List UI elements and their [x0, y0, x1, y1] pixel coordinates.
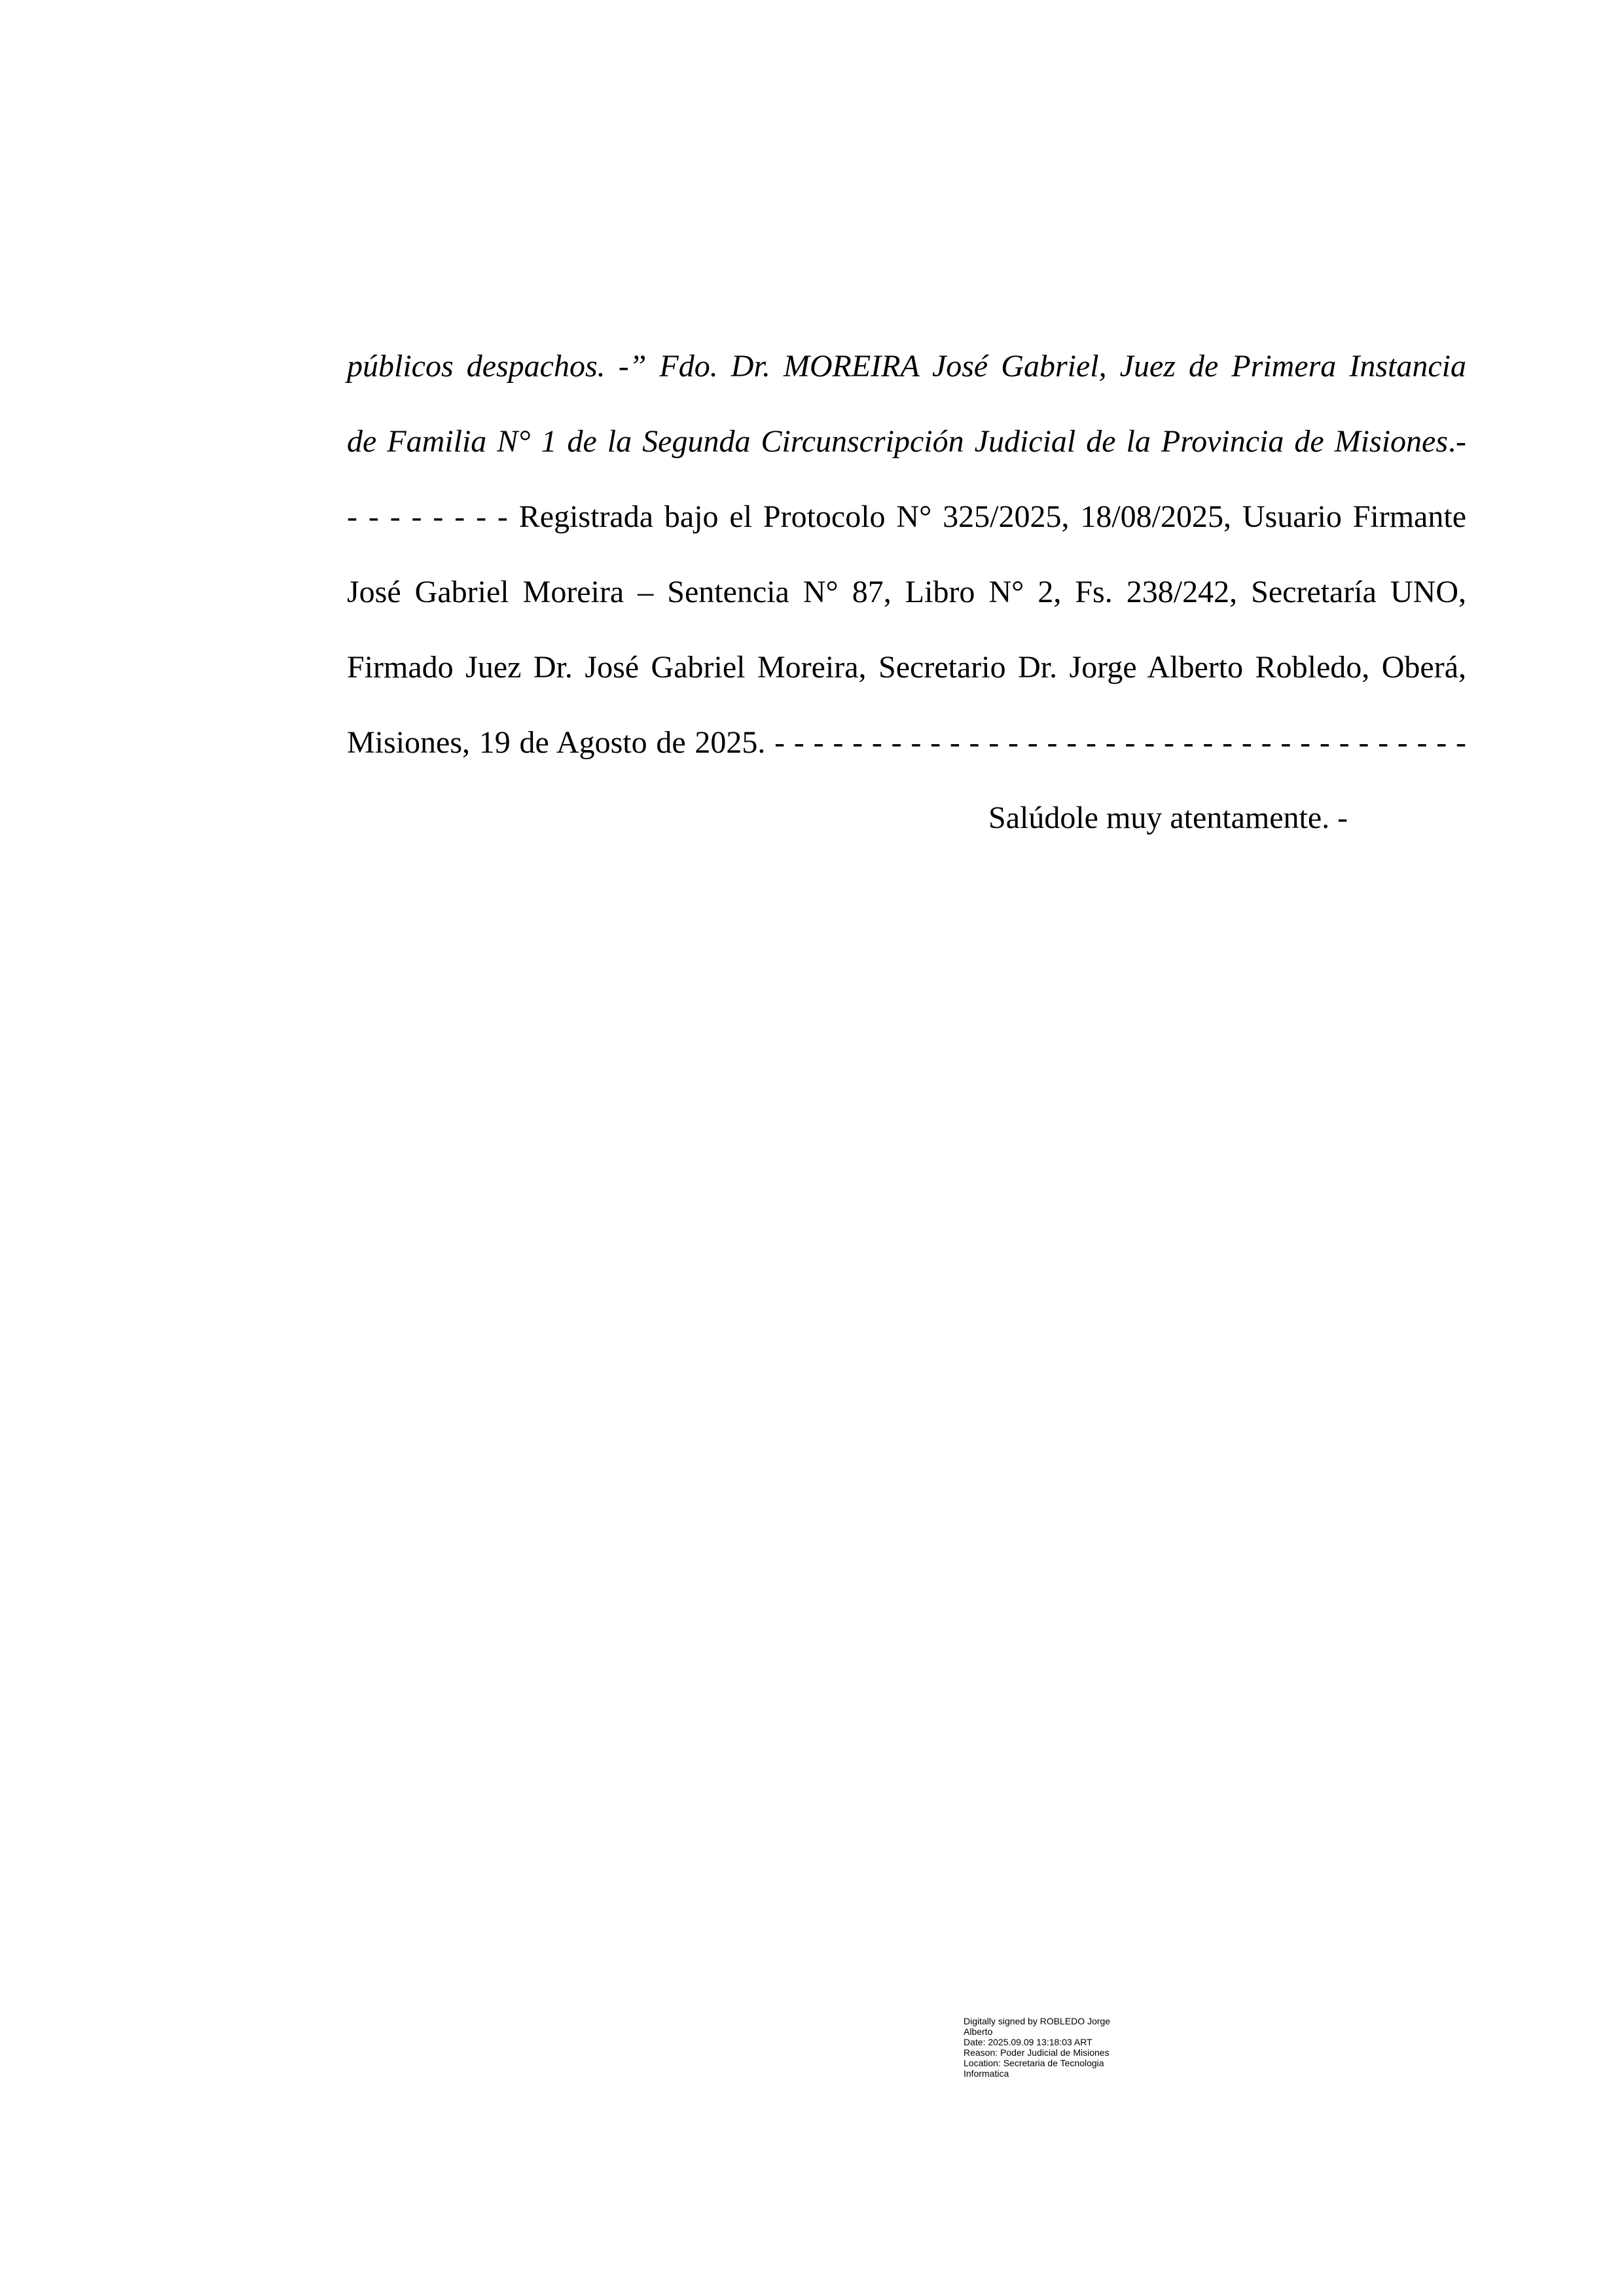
body-text-line-1: públicos despachos. -” Fdo. Dr. MOREIRA José Gabriel, Juez de Primera Instancia: [347, 349, 1466, 384]
body-text-line-6: Misiones, 19 de Agosto de 2025. - - - - - - - - - - - - - - - - - - - - - - - - - - - - - - - - - - - -: [347, 725, 1466, 760]
signature-signed-by-cont: Alberto: [964, 2026, 993, 2037]
body-text-line-2: [347, 422, 1466, 461]
signature-signed-by: Digitally signed by ROBLEDO Jorge: [964, 2016, 1111, 2026]
signature-location: Location: Secretaria de Tecnologia: [964, 2058, 1104, 2068]
body-text-line-5: Firmado Juez Dr. José Gabriel Moreira, Secretario Dr. Jorge Alberto Robledo, Oberá,: [347, 650, 1466, 685]
body-text-line-2-tail: .-: [1448, 424, 1466, 459]
signature-location-cont: Informatica: [964, 2068, 1009, 2079]
closing-salutation: Salúdole muy atentamente. -: [988, 800, 1348, 835]
body-text-line-2-italic: de Familia N° 1 de la Segunda Circunscripción Judicial de la Provincia de Misiones: [347, 424, 1449, 459]
signature-date: Date: 2025.09.09 13:18:03 ART: [964, 2037, 1092, 2047]
signature-reason: Reason: Poder Judicial de Misiones: [964, 2047, 1110, 2058]
body-text-line-4: José Gabriel Moreira – Sentencia N° 87, Libro N° 2, Fs. 238/242, Secretaría UNO,: [347, 575, 1466, 609]
digital-signature-stamp: [964, 2016, 1173, 2079]
body-text-line-3: - - - - - - - - Registrada bajo el Protocolo N° 325/2025, 18/08/2025, Usuario Firmante: [347, 499, 1466, 534]
